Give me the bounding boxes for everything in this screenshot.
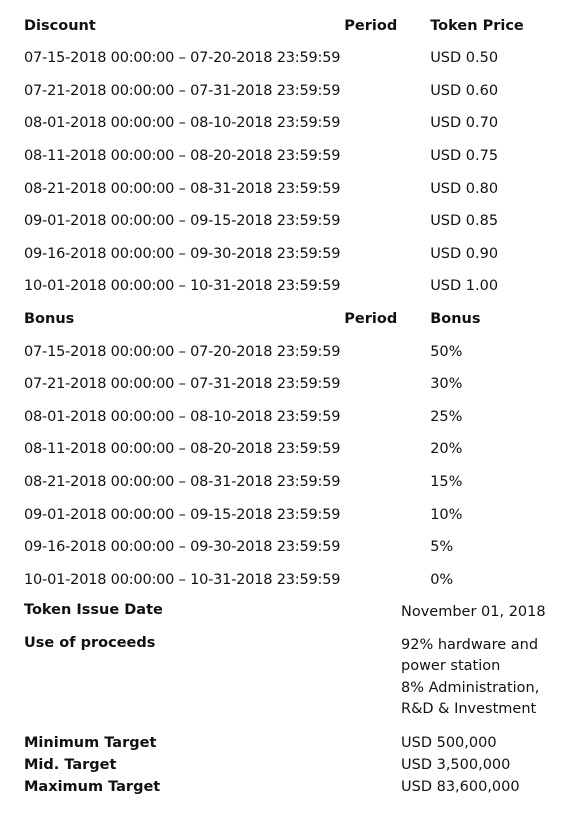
minimum-target-value: USD 500,000 [401, 734, 497, 751]
token-price: USD 0.70 [430, 115, 499, 132]
token-price: USD 0.90 [430, 245, 499, 262]
discount-period: 09-01-2018 00:00:00 – 09-15-2018 23:59:59 [24, 213, 341, 230]
discount-heading: Discount [24, 17, 96, 34]
bonus-period: 09-16-2018 00:00:00 – 09-30-2018 23:59:59 [24, 539, 341, 556]
period-heading: Period [344, 310, 398, 327]
bonus-percent: 20% [430, 441, 463, 458]
bonus-percent: 5% [430, 539, 454, 556]
discount-row [22, 206, 572, 239]
mid-target-value: USD 3,500,000 [401, 756, 511, 773]
maximum-target-row [24, 776, 572, 798]
discount-period: 09-16-2018 00:00:00 – 09-30-2018 23:59:59 [24, 245, 341, 262]
bonus-header-row [22, 303, 572, 336]
bonus-row [22, 336, 572, 369]
token-price-heading: Token Price [430, 17, 524, 34]
use-of-proceeds-row [24, 635, 572, 721]
token-price: USD 1.00 [430, 278, 499, 295]
minimum-target-label: Minimum Target [24, 734, 157, 751]
discount-row [22, 108, 572, 141]
discount-header-row [22, 10, 572, 43]
discount-period: 08-11-2018 00:00:00 – 08-20-2018 23:59:59 [24, 147, 341, 164]
bonus-row [22, 466, 572, 499]
maximum-target-value: USD 83,600,000 [401, 778, 520, 795]
discount-row [22, 271, 572, 304]
bonus-percent: 50% [430, 343, 463, 360]
bonus-percent: 0% [430, 571, 454, 588]
bonus-period: 08-01-2018 00:00:00 – 08-10-2018 23:59:59 [24, 408, 341, 425]
period-heading: Period [344, 17, 398, 34]
bonus-heading: Bonus [24, 310, 75, 327]
bonus-percent: 10% [430, 506, 463, 523]
bonus-period: 08-21-2018 00:00:00 – 08-31-2018 23:59:59 [24, 473, 341, 490]
discount-row [22, 173, 572, 206]
token-price: USD 0.50 [430, 50, 499, 67]
bonus-row [22, 434, 572, 467]
bonus-period: 09-01-2018 00:00:00 – 09-15-2018 23:59:59 [24, 506, 341, 523]
bonus-period: 07-15-2018 00:00:00 – 07-20-2018 23:59:59 [24, 343, 341, 360]
bonus-period: 07-21-2018 00:00:00 – 07-31-2018 23:59:59 [24, 376, 341, 393]
token-issue-date-value: November 01, 2018 [401, 604, 546, 620]
bonus-period: 08-11-2018 00:00:00 – 08-20-2018 23:59:59 [24, 441, 341, 458]
bonus-period: 10-01-2018 00:00:00 – 10-31-2018 23:59:59 [24, 571, 341, 588]
token-price: USD 0.85 [430, 213, 499, 230]
discount-row [22, 75, 572, 108]
mid-target-row [24, 754, 572, 776]
proceeds-hardware-line: 92% hardware and power station [401, 636, 539, 674]
bonus-row [22, 499, 572, 532]
discount-row [22, 238, 572, 271]
sale-summary [24, 597, 572, 798]
discount-row [22, 43, 572, 76]
minimum-target-row [24, 732, 572, 754]
discount-period: 10-01-2018 00:00:00 – 10-31-2018 23:59:59 [24, 278, 341, 295]
bonus-percent: 30% [430, 376, 463, 393]
bonus-row [22, 369, 572, 402]
bonus-row [22, 401, 572, 434]
token-issue-date-row [24, 602, 572, 624]
bonus-row [22, 532, 572, 565]
use-of-proceeds-label: Use of proceeds [24, 634, 156, 651]
mid-target-label: Mid. Target [24, 756, 117, 773]
discount-period: 07-15-2018 00:00:00 – 07-20-2018 23:59:59 [24, 50, 341, 67]
token-issue-date-label: Token Issue Date [24, 602, 163, 618]
maximum-target-label: Maximum Target [24, 778, 161, 795]
sale-schedule-table [22, 10, 572, 597]
discount-period: 08-21-2018 00:00:00 – 08-31-2018 23:59:59 [24, 180, 341, 197]
token-price: USD 0.75 [430, 147, 499, 164]
token-price: USD 0.80 [430, 180, 499, 197]
bonus-value-heading: Bonus [430, 310, 481, 327]
bonus-percent: 15% [430, 473, 463, 490]
token-price: USD 0.60 [430, 82, 499, 99]
use-of-proceeds-value [401, 635, 572, 721]
discount-row [22, 140, 572, 173]
discount-period: 07-21-2018 00:00:00 – 07-31-2018 23:59:59 [24, 82, 341, 99]
proceeds-admin-line: 8% Administration, R&D & Investment [401, 679, 540, 717]
bonus-row [22, 564, 572, 597]
discount-period: 08-01-2018 00:00:00 – 08-10-2018 23:59:59 [24, 115, 341, 132]
bonus-percent: 25% [430, 408, 463, 425]
